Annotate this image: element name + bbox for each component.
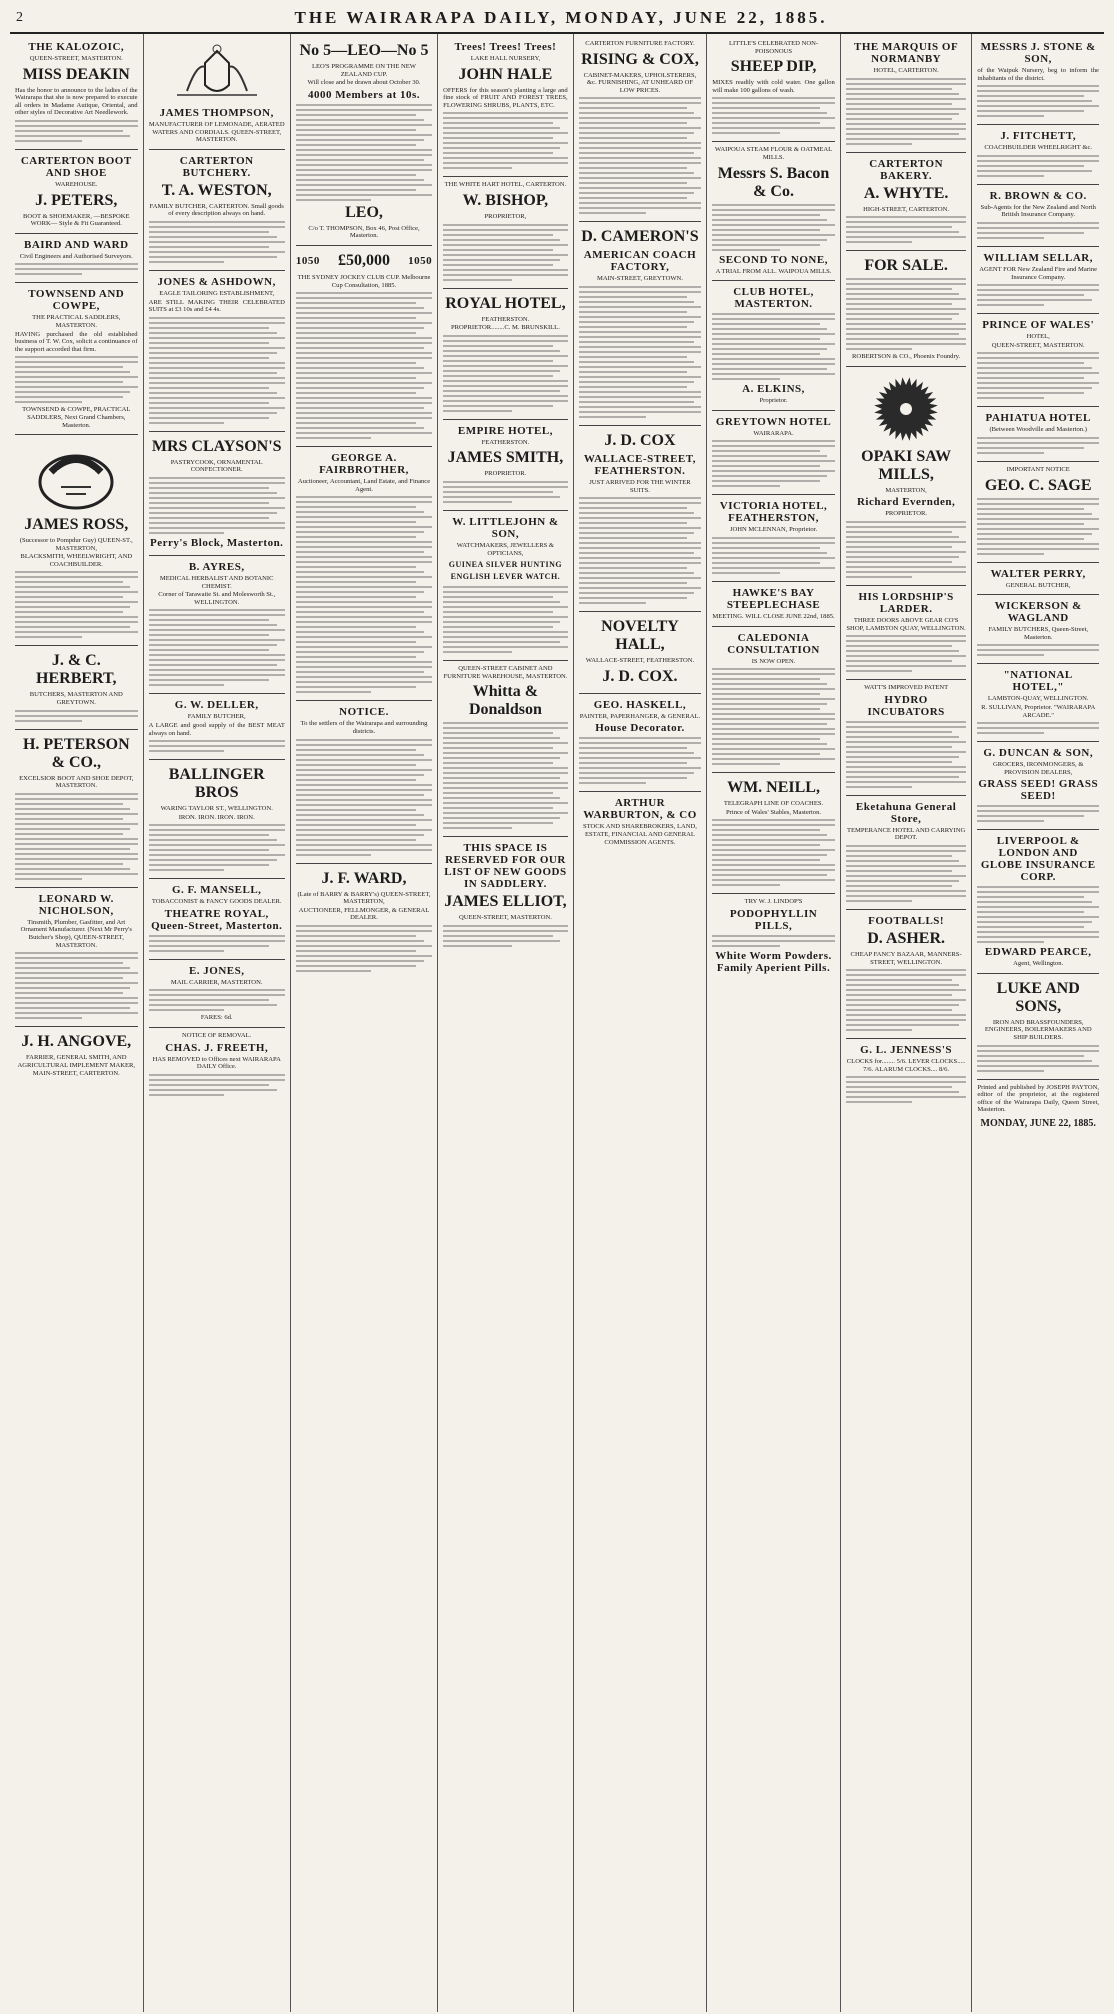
column-4: [438, 34, 574, 2012]
ad-ward: [296, 864, 432, 979]
leo-footer-text: C/o T. THOMPSON, Box 46, Post Office, Masterton.: [308, 224, 420, 240]
consultation-left: 1050: [295, 254, 320, 267]
ad-title: NOVELTY HALL,: [601, 618, 679, 654]
ad-pahiatua: [977, 407, 1099, 462]
ad-subtitle: HOTEL,: [1026, 333, 1050, 341]
ad-subtitle: EAGLE TAILORING ESTABLISHMENT,: [159, 289, 275, 297]
ad-ayres: [149, 556, 285, 694]
newspaper-title: THE WAIRARAPA DAILY, MONDAY, JUNE 22, 1885.: [294, 8, 828, 27]
ad-for-sale: [846, 251, 967, 367]
ad-footer: TOWNSEND & COWPE, PRACTICAL SADDLERS, Next Grand Chambers, Masterton.: [22, 406, 131, 429]
ad-text: QUEEN-STREET, MASTERTON.: [991, 341, 1085, 349]
ad-bacon: [712, 142, 835, 281]
ad-title: G. L. JENNESS'S: [860, 1044, 953, 1057]
ad-text: JOHN MCLENNAN, Proprietor.: [729, 526, 818, 534]
ad-text: HAS REMOVED to Offices next WAIRARAPA DAILY Office.: [152, 1055, 281, 1071]
ad-subtitle: TOBACCONIST & FANCY GOODS DEALER.: [151, 898, 282, 906]
ad-text: CABINET-MAKERS, UPHOLSTERERS, &c. FURNISHING, AT UNHEARD OF LOW PRICES.: [583, 71, 697, 94]
ad-subtitle: AGENT FOR New Zealand Fire and Marine Insurance Company.: [979, 265, 1098, 281]
masthead: [10, 4, 1104, 34]
ad-title: GEO. C. SAGE: [984, 476, 1092, 494]
ad-subtitle: FARRIER, GENERAL SMITH, AND AGRICULTURAL IMPLEMENT MAKER,: [17, 1054, 136, 1069]
ad-subtitle: PROPRIETOR,: [484, 212, 527, 220]
ad-text: CLOCKS for........ 5/6. LEVER CLOCKS..... 7/6. ALARUM CLOCKS.... 8/6.: [846, 1058, 966, 1073]
ad-normanby: [846, 36, 967, 153]
ad-title: CARTERTON BOOT AND SHOE: [20, 154, 132, 179]
ad-e-jones: [149, 960, 285, 1028]
ad-subtitle: MASTERTON,: [885, 486, 927, 494]
ad-title: J. H. ANGOVE,: [21, 1033, 132, 1051]
ad-stone: [977, 36, 1099, 125]
ad-text: GRASS SEED! GRASS SEED!: [978, 778, 1099, 803]
ad-text: Prince of Wales' Stables, Masterton.: [726, 808, 822, 816]
ad-luke-sons: [977, 974, 1099, 1080]
ad-baird-ward: [15, 234, 138, 284]
ad-brown: [977, 185, 1099, 247]
ad-text: ROBERTSON & CO., Phoenix Foundry.: [852, 353, 961, 361]
ad-subtitle: FAMILY BUTCHERS, Queen-Street, Masterton.: [988, 626, 1089, 641]
ad-club-hotel: [712, 281, 835, 411]
ad-name: T. A. WESTON,: [161, 181, 272, 199]
fares-text: FARES: 6d.: [200, 1014, 233, 1022]
ad-text: JUST ARRIVED FOR THE WINTER SUITS.: [589, 478, 691, 494]
ad-text: To the settlers of the Wairarapa and surrounding districts.: [300, 720, 428, 735]
ad-title: WALTER PERRY,: [990, 567, 1086, 580]
ad-title: THE MARQUIS OF NORMANBY: [854, 41, 959, 65]
ad-text: OFFERS for this season's planting a large and fine stock of FRUIT AND FOREST TREES, FLOWERING SHRUBS, PLANTS, ETC.: [443, 86, 568, 109]
ad-ballinger: [149, 760, 285, 879]
ad-name: MISS DEAKIN: [22, 65, 130, 83]
ad-littlejohn: [443, 511, 568, 661]
ad-text: QUEEN-STREET, MASTERTON.: [458, 914, 552, 922]
saw-blade-icon: [846, 374, 967, 444]
ad-subtitle: TELEGRAPH LINE OF COACHES.: [723, 800, 824, 808]
ad-text: HAVING purchased the old established business of T. W. Cox, solicit a continuance of the support accorded that firm.: [15, 330, 138, 353]
ad-walter-perry: [977, 563, 1099, 596]
ad-text: A LARGE and good supply of the BEST MEAT always on hand.: [148, 721, 285, 737]
ad-text: MAIN-STREET, GREYTOWN.: [596, 275, 683, 283]
ad-prince-of-wales: [977, 314, 1099, 407]
ad-fitchett: [977, 125, 1099, 185]
ad-elliot: [443, 837, 568, 954]
ad-name: D. ASHER.: [867, 929, 946, 947]
ad-subtitle: QUEEN-STREET CABINET AND FURNITURE WAREHOUSE, MASTERTON.: [443, 665, 568, 680]
ad-jones-ashdown: [149, 271, 285, 432]
ad-text: IRON. IRON. IRON. IRON.: [178, 813, 255, 821]
ad-title: ROYAL HOTEL,: [445, 294, 566, 312]
ad-herbert: [15, 646, 138, 729]
ad-text: MANUFACTURER OF LEMONADE, AERATED WATERS AND CORDIALS. QUEEN-STREET, MASTERTON.: [148, 121, 285, 144]
ad-thompson: [149, 36, 285, 150]
ad-title: GEO. HASKELL,: [593, 698, 687, 711]
ad-subtitle: HOTEL, CARTERTON.: [873, 67, 939, 74]
ad-footballs: [846, 910, 967, 1039]
ad-eketahuna: [846, 796, 967, 910]
ad-james-ross: [15, 435, 138, 646]
ad-subtitle: House Decorator.: [595, 722, 685, 735]
imprint-date: MONDAY, JUNE 22, 1885.: [980, 1118, 1096, 1130]
ad-members: 4000 Members at 10s.: [307, 88, 421, 101]
ad-title: JAMES THOMPSON,: [159, 107, 274, 119]
ad-duncan: [977, 742, 1099, 830]
ad-jd-cox: [579, 426, 702, 612]
ad-subtitle: WALLACE-STREET, FEATHERSTON.: [585, 657, 695, 665]
ad-title: HYDRO INCUBATORS: [867, 693, 945, 718]
ad-title: GEORGE A. FAIRBROTHER,: [319, 452, 409, 477]
ad-title: B. AYRES,: [188, 560, 245, 573]
ad-title: E. JONES,: [188, 964, 245, 977]
ad-text: GUINEA SILVER HUNTING ENGLISH LEVER WATCH.: [448, 560, 563, 582]
ad-subtitle: IRON AND BRASSFOUNDERS, ENGINEERS, BOILERMAKERS AND SHIP BUILDERS.: [984, 1018, 1092, 1042]
ad-title: ARTHUR WARBURTON, & CO: [583, 797, 697, 822]
ad-title: NOTICE.: [339, 706, 389, 719]
ad-title: GREYTOWN HOTEL: [715, 415, 832, 428]
consultation-right: 1050: [408, 254, 433, 267]
ad-title: Messrs S. Bacon & Co.: [717, 164, 830, 200]
ad-title: OPAKI SAW MILLS,: [861, 447, 952, 483]
ad-text: Proprietor.: [759, 397, 788, 405]
ad-title: LIVERPOOL & LONDON AND GLOBE INSURANCE CORP.: [980, 835, 1096, 884]
ad-title: G. F. MANSELL,: [172, 884, 262, 897]
ad-subtitle: WARING TAYLOR ST., WELLINGTON.: [160, 805, 273, 813]
ad-title: J. F. WARD,: [321, 869, 407, 887]
ad-victoria-hotel: [712, 495, 835, 582]
ad-title: No 5—LEO—No 5: [299, 42, 429, 59]
ad-name: A. WHYTE.: [863, 184, 949, 202]
ad-notice: [296, 701, 432, 863]
ad-title: BALLINGER BROS: [168, 766, 265, 802]
columns: [10, 34, 1104, 2012]
ad-subtitle: GROCERS, IRONMONGERS, & PROVISION DEALERS,: [992, 761, 1084, 776]
ad-hawkes-bay: [712, 582, 835, 627]
second-text: A TRIAL FROM ALL. WAIPOUA MILLS.: [715, 267, 832, 275]
ad-text: IS NOW OPEN.: [751, 657, 796, 665]
ad-title: SHEEP DIP,: [730, 58, 817, 76]
ad-sheep-dip: [712, 36, 835, 142]
ad-subtitle: FEATHERSTON.: [481, 315, 530, 323]
ad-subtitle: NOTICE OF REMOVAL.: [182, 1032, 252, 1040]
ad-text: Sub-Agents for the New Zealand and North British Insurance Company.: [980, 203, 1096, 219]
ad-clayson: [149, 432, 285, 556]
ad-empire-hotel: [443, 420, 568, 511]
ad-title: Eketahuna General Store,: [855, 800, 957, 825]
ad-title: LUKE AND SONS,: [996, 979, 1080, 1015]
ad-text: BLACKSMITH, WHEELWRIGHT, AND COACHBUILDER.: [20, 553, 133, 568]
ad-subtitle: TEMPERANCE HOTEL AND CARRYING DEPOT.: [846, 826, 966, 842]
ad-text: Tinsmith, Plumber, Gasfitter, and Art Ornament Manufacturer. (Next Mr Perry's Butcher's Shop), QUEEN-STREET, MASTERTON.: [20, 918, 132, 949]
ad-subtitle: GENERAL BUTCHER,: [1005, 581, 1071, 589]
ad-nicholson: [15, 888, 138, 1027]
ad-title: G. W. DELLER,: [174, 699, 259, 712]
ad-title: G. DUNCAN & SON,: [983, 747, 1094, 760]
ad-peterson: [15, 730, 138, 888]
ad-subtitle: QUEEN-STREET, MASTERTON.: [29, 55, 123, 62]
ad-subtitle: LEO'S PROGRAMME ON THE NEW ZEALAND CUP.: [312, 63, 417, 78]
ad-title: JONES & ASHDOWN,: [157, 275, 276, 288]
consultation-amount: £50,000: [338, 251, 390, 269]
ad-text: Civil Engineers and Authorised Surveyors.: [19, 252, 133, 260]
ad-townsend: [15, 283, 138, 435]
ad-title: W. LITTLEJOHN & SON,: [452, 515, 559, 540]
ad-name: JOHN HALE: [458, 65, 553, 83]
ad-title: J. D. COX: [604, 431, 676, 449]
ad-title: JAMES ELLIOT,: [444, 893, 567, 911]
ad-subtitle: WAREHOUSE.: [55, 180, 98, 188]
ad-text: MAIN-STREET, CARTERTON.: [32, 1070, 120, 1078]
ad-title: MESSRS J. STONE & SON,: [980, 41, 1096, 65]
ad-title: W. BISHOP,: [462, 191, 549, 209]
ad-name: JAMES SMITH,: [447, 449, 564, 467]
ad-name: A. ELKINS,: [742, 383, 805, 396]
ad-text: PAINTER, PAPERHANGER, & GENERAL.: [579, 712, 701, 720]
ad-name: Richard Evernden,: [856, 496, 956, 509]
ad-leo: [296, 36, 432, 246]
second-title: SECOND TO NONE,: [719, 253, 828, 266]
ad-subtitle: THIS SPACE IS RESERVED FOR OUR LIST OF NEW GOODS IN SADDLERY.: [444, 842, 567, 891]
ad-title: FOOTBALLS!: [868, 914, 945, 927]
ad-wickerson: [977, 595, 1099, 664]
ad-text: Corner of Tarawaite St. and Molesworth St., WELLINGTON.: [158, 591, 276, 606]
ad-subtitle: EXCELSIOR BOOT AND SHOE DEPOT, MASTERTON.: [19, 774, 134, 790]
ad-title: JAMES ROSS,: [24, 516, 129, 534]
ad-title: BAIRD AND WARD: [23, 238, 129, 251]
ad-text: PROPRIETOR.: [484, 470, 527, 478]
ad-text: HIGH-STREET, CARTERTON.: [863, 205, 950, 213]
column-8: [972, 34, 1104, 2012]
ad-text: ARE STILL MAKING THEIR CELEBRATED SUITS at £3 10s and £4 4s.: [148, 298, 285, 314]
ad-name: J. PETERS,: [35, 191, 118, 209]
ad-liverpool: [977, 830, 1099, 974]
ad-hydro-incubators: [846, 680, 967, 796]
ad-text: Will close and be drawn about October 30.: [307, 79, 421, 87]
column-1: [10, 34, 144, 2012]
ad-freeth: [149, 1028, 285, 1103]
column-3: [291, 34, 438, 2012]
ad-greytown-hotel: [712, 411, 835, 496]
ad-text: Has the honor to announce to the ladies of the Wairarapa that she is now prepared to execute all orders in Madame Autique, Oriental, and other styles of Decorative Art Needlework.: [15, 86, 138, 117]
ad-warburton: [579, 792, 702, 851]
ad-subtitle: WALLACE-STREET, FEATHERSTON.: [583, 452, 697, 477]
ad-title: "NATIONAL HOTEL,": [1003, 669, 1073, 694]
ad-subtitle: FEATHERSTON.: [481, 438, 530, 446]
imprint-text: Printed and published by JOSEPH PAYTON, editor of the proprietor, at the registered office of the Wairarapa Daily, Queen Street, Masterton.: [977, 1083, 1099, 1114]
ad-text: Perry's Block, Masterton.: [149, 536, 284, 549]
ad-subtitle: (Late of BARRY & BARRY's) QUEEN-STREET, MASTERTON,: [297, 890, 431, 906]
ad-subtitle: MEETING. WILL CLOSE JUNE 22nd, 1885.: [712, 612, 835, 620]
ad-sage: [977, 462, 1099, 563]
ad-deller: [149, 694, 285, 760]
ad-rising-cox: [579, 36, 702, 222]
ad-title: J. FITCHETT,: [1000, 130, 1077, 143]
ad-national-hotel: [977, 664, 1099, 742]
ad-title: R. BROWN & CO.: [989, 189, 1087, 202]
ad-subtitle: COACHBUILDER WHEELRIGHT &c.: [984, 144, 1093, 152]
ad-royal-hotel: [443, 289, 568, 420]
ad-haskell: [579, 694, 702, 793]
ad-subtitle: AMERICAN COACH FACTORY,: [583, 249, 697, 274]
ad-title: PRINCE OF WALES': [982, 319, 1095, 332]
ad-text: of the Waipuk Nursery, beg to inform the inhabitants of the district.: [977, 67, 1099, 82]
ad-text: THREE DOORS ABOVE GEAR CO'S SHOP, LAMBTON QUAY, WELLINGTON.: [846, 616, 966, 632]
column-6: [707, 34, 841, 2012]
ad-opaki-saw-mills: [846, 367, 967, 586]
ad-title: CARTERTON BAKERY.: [869, 157, 944, 182]
ad-subtitle: PASTRYCOOK, ORNAMENTAL CONFECTIONER.: [170, 458, 263, 474]
leo-footer-title: LEO,: [345, 203, 383, 221]
ad-subtitle: WATCHMAKERS, JEWELLERS & OPTICIANS,: [456, 541, 555, 557]
ad-subtitle: IMPORTANT NOTICE: [1006, 465, 1070, 473]
ad-text: R. SULLIVAN, Proprietor. "WAIRARAPA ARCADE.": [981, 703, 1096, 719]
ad-text: AUCTIONEER, FELLMONGER, & GENERAL DEALER.: [298, 906, 430, 922]
ad-bishop: [443, 177, 568, 288]
ad-title: H. PETERSON & CO.,: [22, 735, 130, 771]
ad-novelty-hall: [579, 612, 702, 694]
ad-whitta-donaldson: [443, 661, 568, 837]
ad-title: RISING & COX,: [581, 50, 699, 68]
ad-kalozoic: [15, 36, 138, 150]
ad-title: PAHIATUA HOTEL: [985, 412, 1091, 425]
ad-subtitle: (Between Woodville and Masterton.): [989, 426, 1087, 434]
column-7: [841, 34, 973, 2012]
ad-title: WICKERSON & WAGLAND: [994, 600, 1082, 625]
ad-text: STOCK AND SHAREBROKERS, LAND, ESTATE, FINANCIAL AND GENERAL COMMISSION AGENTS.: [582, 823, 697, 846]
ad-cameron: [579, 222, 702, 426]
ad-text: THEATRE ROYAL, Queen-Street, Masterton.: [151, 907, 283, 932]
ad-title: WM. NEILL,: [727, 779, 820, 797]
ad-subtitle: (Successor to Pompdur Guy) QUEEN-ST., MASTERTON,: [19, 537, 133, 552]
ad-title: THE KALOZOIC,: [28, 41, 125, 53]
ad-title: Trees! Trees! Trees!: [454, 41, 557, 53]
ad-text: FAMILY BUTCHER, CARTERTON. Small goods of every description always on hand.: [149, 202, 284, 218]
ad-carterton-boot: [15, 150, 138, 234]
horseshoe-illustration: [15, 442, 138, 512]
ad-title: MRS CLAYSON'S: [151, 437, 282, 455]
ad-title: HAWKE'S BAY STEEPLECHASE: [726, 586, 821, 611]
ad-subtitle: LAKE HALL NURSERY,: [470, 55, 541, 62]
coat-of-arms-illustration: [149, 43, 285, 103]
column-2: [144, 34, 291, 2012]
ad-text: THE SYDNEY JOCKEY CLUB CUP. Melbourne Cup Consultation, 1885.: [297, 273, 431, 289]
ad-subtitle: WAIPOUA STEAM FLOUR & OATMEAL MILLS.: [714, 146, 833, 161]
ad-title: CARTERTON BUTCHERY.: [179, 154, 254, 179]
ad-lindop: [712, 894, 835, 980]
ad-title: PODOPHYLLIN PILLS,: [729, 907, 818, 932]
ad-title: D. CAMERON'S: [581, 228, 699, 246]
ad-subtitle: LAMBTON-QUAY, WELLINGTON.: [987, 695, 1089, 703]
ad-text: THE WHITE HART HOTEL, CARTERTON.: [444, 181, 567, 189]
ad-text: J. D. COX.: [602, 667, 678, 685]
ad-subtitle: MAIL CARRIER, MASTERTON.: [170, 978, 263, 986]
ad-caledonia: [712, 627, 835, 774]
ad-title: Whitta & Donaldson: [468, 683, 542, 719]
ad-text: BOOT & SHOEMAKER, —BESPOKE WORK— Style & Fit Guaranteed.: [23, 212, 130, 228]
column-5: [574, 34, 708, 2012]
ad-text: CHEAP FANCY BAZAAR, MANNERS-STREET, WELLINGTON.: [850, 950, 962, 966]
ad-title: FOR SALE.: [864, 257, 948, 275]
ad-sellar: [977, 247, 1099, 314]
ad-mansell: [149, 879, 285, 960]
ad-title: CALEDONIA CONSULTATION: [727, 631, 820, 656]
ad-title: TOWNSEND AND COWPE,: [28, 288, 125, 313]
ad-fairbrother: [296, 447, 432, 701]
page-number: 2: [16, 10, 24, 25]
ad-title: CLUB HOTEL, MASTERTON.: [733, 286, 814, 311]
ad-subtitle: WATT'S IMPROVED PATENT: [864, 684, 949, 692]
ad-subtitle: TRY W. J. LINDOP'S: [744, 898, 803, 906]
ad-text: White Worm Powders. Family Aperient Pills.: [715, 949, 832, 974]
ad-title: CHAS. J. FREETH,: [165, 1041, 269, 1054]
ad-text: PROPRIETOR........C. M. BRUNSKILL.: [450, 324, 560, 332]
ad-title: EMPIRE HOTEL,: [457, 424, 553, 437]
ad-text: PROPRIETOR.: [885, 510, 928, 518]
ad-carterton-butchery: [149, 150, 285, 271]
ad-neill: [712, 773, 835, 894]
ad-lordship-larder: [846, 586, 967, 680]
ad-trees: [443, 36, 568, 177]
ad-subtitle: CARTERTON FURNITURE FACTORY.: [585, 40, 695, 47]
ad-subtitle: WAIRARAPA.: [753, 429, 794, 437]
ad-title: J. & C. HERBERT,: [36, 652, 117, 688]
ad-jenness: [846, 1039, 967, 1110]
ad-title: LEONARD W. NICHOLSON,: [38, 892, 114, 917]
ad-text: MIXES readily with cold water. One gallon will make 100 gallons of wash.: [712, 79, 835, 94]
ad-subtitle: Auctioneer, Accountant, Land Estate, and Finance Agent.: [297, 478, 431, 493]
ad-title: HIS LORDSHIP'S LARDER.: [858, 590, 954, 615]
ad-subtitle: MEDICAL HERBALIST AND BOTANIC CHEMIST.: [159, 574, 274, 590]
imprint: [977, 1080, 1099, 1132]
ad-carterton-bakery: [846, 153, 967, 252]
ad-subtitle: THE PRACTICAL SADDLERS, MASTERTON.: [32, 314, 121, 329]
ad-name: EDWARD PEARCE,: [984, 946, 1092, 959]
ad-subtitle: BUTCHERS, MASTERTON AND GREYTOWN.: [29, 691, 123, 707]
ad-subtitle: LITTLE'S CELEBRATED NON-POISONOUS: [728, 40, 819, 55]
ad-subtitle: FAMILY BUTCHER,: [187, 713, 246, 721]
ad-text: Agent, Wellington.: [1013, 960, 1064, 968]
ad-title: WILLIAM SELLAR,: [983, 251, 1093, 264]
ad-consultation: [296, 246, 432, 447]
ad-title: VICTORIA HOTEL, FEATHERSTON,: [719, 500, 828, 525]
ad-angove: [15, 1027, 138, 1083]
